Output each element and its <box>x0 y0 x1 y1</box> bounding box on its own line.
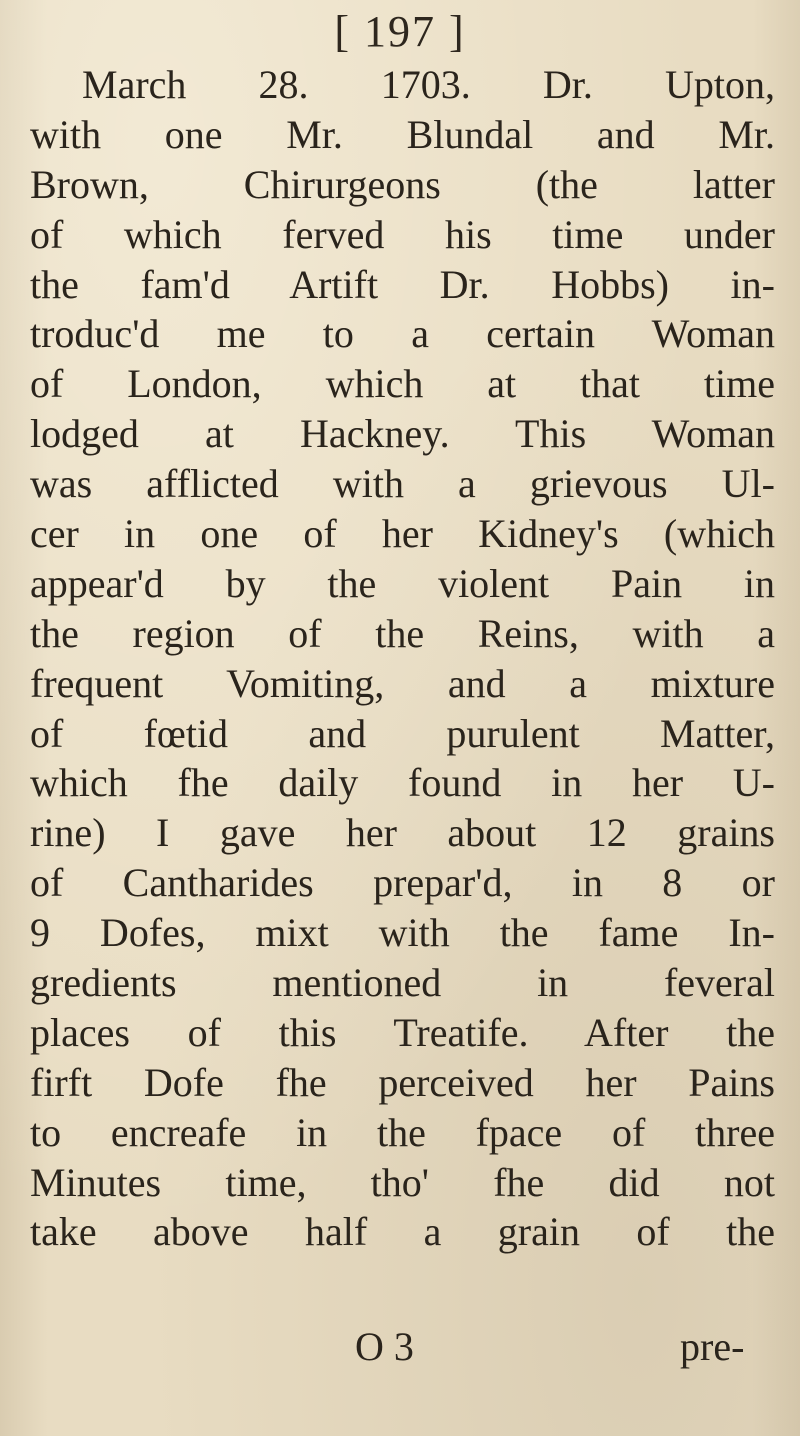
page-number: [ 197 ] <box>334 7 466 56</box>
text-line: of Cantharides prepar'd, in 8 or <box>30 860 775 906</box>
text-line: troduc'd me to a certain Woman <box>30 311 775 357</box>
text-line: with one Mr. Blundal and Mr. <box>30 111 775 157</box>
body-text <box>30 60 775 1257</box>
text-line: which fhe daily found in her U- <box>30 760 775 806</box>
footer-line <box>0 1322 800 1372</box>
text-line: gredients mentioned in feveral <box>30 960 775 1006</box>
text-line: of which ferved his time under <box>30 211 775 257</box>
text-line: of fœtid and purulent Matter, <box>30 710 775 756</box>
text-line: rine) I gave her about 12 grains <box>30 810 775 856</box>
catchword: pre- <box>680 1324 745 1369</box>
text-line: Minutes time, tho' fhe did not <box>30 1159 775 1205</box>
text-line: firft Dofe fhe perceived her Pains <box>30 1059 775 1105</box>
text-line: the region of the Reins, with a <box>30 610 775 656</box>
text-line: the fam'd Artift Dr. Hobbs) in- <box>30 261 775 307</box>
text-line: cer in one of her Kidney's (which <box>30 511 775 557</box>
text-line: 9 Dofes, mixt with the fame In- <box>30 910 775 956</box>
text-line: March 28. 1703. Dr. Upton, <box>82 62 775 107</box>
text-line: frequent Vomiting, and a mixture <box>30 660 775 706</box>
text-line: places of this Treatife. After the <box>30 1009 775 1055</box>
signature-mark: O 3 <box>355 1324 414 1369</box>
text-line: take above half a grain of the <box>30 1209 775 1255</box>
text-line: was afflicted with a grievous Ul- <box>30 461 775 507</box>
text-line: of London, which at that time <box>30 361 775 407</box>
text-line: to encreafe in the fpace of three <box>30 1109 775 1155</box>
text-line: lodged at Hackney. This Woman <box>30 411 775 457</box>
text-line: Brown, Chirurgeons (the latter <box>30 161 775 207</box>
text-line: appear'd by the violent Pain in <box>30 560 775 606</box>
